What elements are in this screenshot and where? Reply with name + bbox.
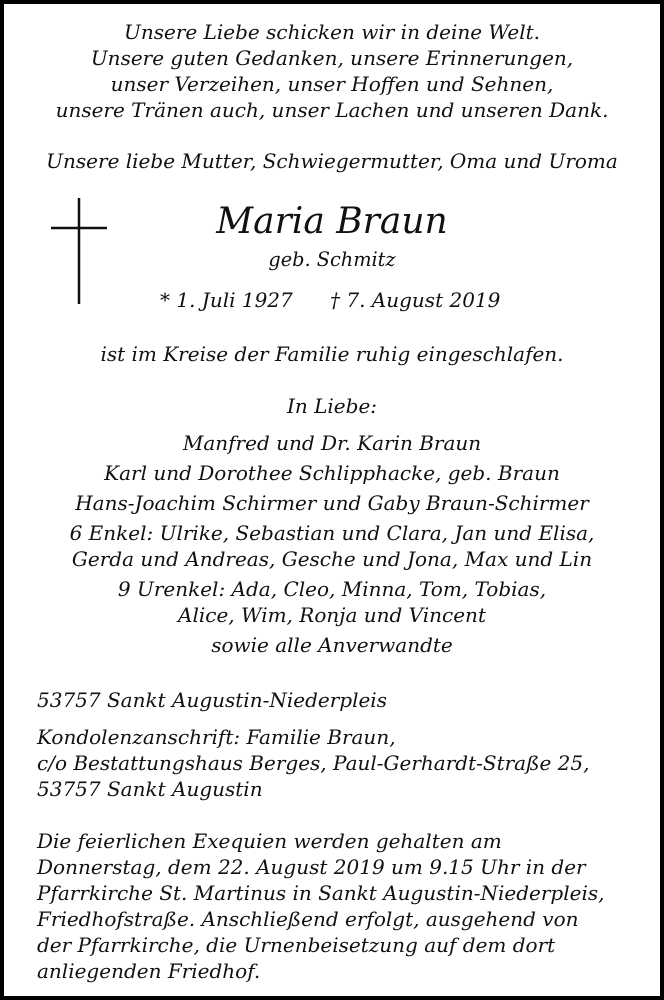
in-love-heading: In Liebe: <box>286 394 378 418</box>
service-line: Friedhofstraße. Anschließend erfolgt, ausgehend von <box>37 907 579 931</box>
statement: ist im Kreise der Familie ruhig eingeschlafen. <box>100 342 564 366</box>
condolence-line: c/o Bestattungshaus Berges, Paul-Gerhardt-Straße 25, <box>37 751 590 775</box>
service-line: der Pfarrkirche, die Urnenbeisetzung auf dem dort <box>37 933 556 957</box>
poem-line-4: unsere Tränen auch, unser Lachen und unseren Dank. <box>55 98 609 122</box>
birth-date: * 1. Juli 1927 <box>160 288 293 312</box>
mourner-line: Hans-Joachim Schirmer und Gaby Braun-Schirmer <box>75 491 589 515</box>
service-line: anliegenden Friedhof. <box>37 959 261 983</box>
intro-line: Unsere liebe Mutter, Schwiegermutter, Oma und Uroma <box>46 149 618 173</box>
mourner-line: sowie alle Anverwandte <box>211 633 453 657</box>
death-date: † 7. August 2019 <box>330 288 501 312</box>
poem-line-2: Unsere guten Gedanken, unsere Erinnerungen, <box>90 46 574 70</box>
mourner-line: Manfred und Dr. Karin Braun <box>182 431 482 455</box>
mourner-line: 9 Urenkel: Ada, Cleo, Minna, Tom, Tobias, <box>117 577 547 601</box>
service-line: Pfarrkirche St. Martinus in Sankt Augustin-Niederpleis, <box>37 881 605 905</box>
mourner-line: 6 Enkel: Ulrike, Sebastian und Clara, Jan und Elisa, <box>69 521 595 545</box>
mourner-line: Karl und Dorothee Schlipphacke, geb. Braun <box>104 461 560 485</box>
deceased-name: Maria Braun <box>216 201 448 242</box>
service-line: Die feierlichen Exequien werden gehalten am <box>37 829 502 853</box>
maiden-name: geb. Schmitz <box>268 248 396 271</box>
mourner-line: Alice, Wim, Ronja und Vincent <box>178 603 486 627</box>
poem-line-1: Unsere Liebe schicken wir in deine Welt. <box>124 20 540 44</box>
location-line: 53757 Sankt Augustin-Niederpleis <box>37 688 387 712</box>
service-line: Donnerstag, dem 22. August 2019 um 9.15 Uhr in der <box>37 855 586 879</box>
poem-line-3: unser Verzeihen, unser Hoffen und Sehnen, <box>110 72 554 96</box>
condolence-line: Kondolenzanschrift: Familie Braun, <box>37 725 396 749</box>
mourner-line: Gerda und Andreas, Gesche und Jona, Max und Lin <box>71 547 593 571</box>
condolence-line: 53757 Sankt Augustin <box>37 777 263 801</box>
